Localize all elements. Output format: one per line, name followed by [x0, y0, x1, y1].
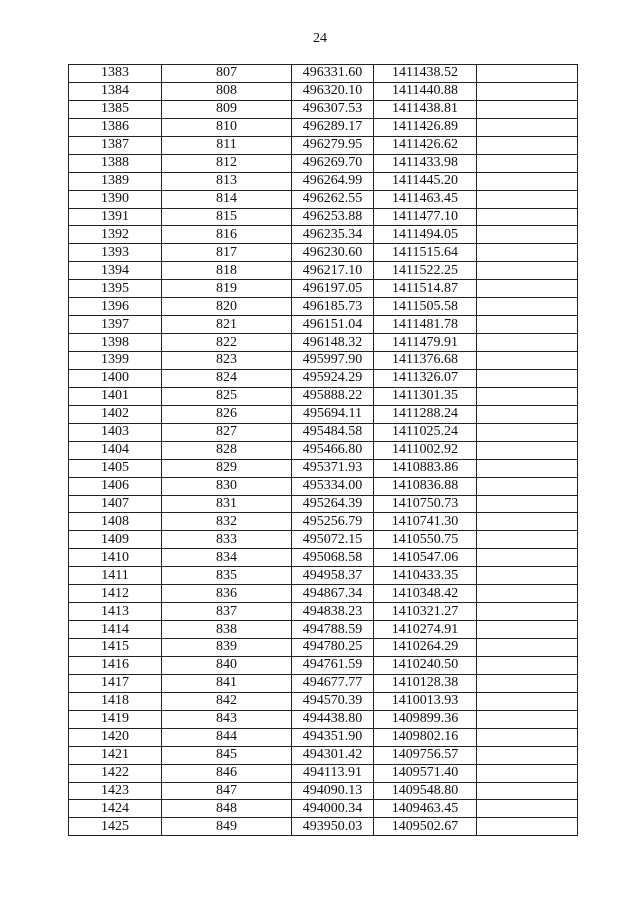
row-number-cell: 1424 [69, 800, 162, 818]
x-coordinate-cell: 494351.90 [292, 728, 374, 746]
empty-cell [477, 818, 578, 836]
table-row [69, 100, 578, 118]
row-number-cell: 1390 [69, 190, 162, 208]
row-number-cell: 1404 [69, 441, 162, 459]
table-row [69, 477, 578, 495]
point-number-cell: 843 [162, 710, 292, 728]
empty-cell [477, 172, 578, 190]
row-number-cell: 1400 [69, 369, 162, 387]
table-row [69, 118, 578, 136]
empty-cell [477, 639, 578, 657]
row-number-cell: 1417 [69, 674, 162, 692]
point-number-cell: 825 [162, 387, 292, 405]
point-number-cell: 816 [162, 226, 292, 244]
table-row [69, 531, 578, 549]
empty-cell [477, 136, 578, 154]
empty-cell [477, 190, 578, 208]
table-row [69, 710, 578, 728]
point-number-cell: 827 [162, 423, 292, 441]
row-number-cell: 1388 [69, 154, 162, 172]
x-coordinate-cell: 495888.22 [292, 387, 374, 405]
point-number-cell: 811 [162, 136, 292, 154]
row-number-cell: 1403 [69, 423, 162, 441]
y-coordinate-cell: 1409802.16 [374, 728, 477, 746]
table-row [69, 800, 578, 818]
point-number-cell: 848 [162, 800, 292, 818]
y-coordinate-cell: 1410348.42 [374, 585, 477, 603]
x-coordinate-cell: 496262.55 [292, 190, 374, 208]
table-row [69, 549, 578, 567]
y-coordinate-cell: 1409548.80 [374, 782, 477, 800]
x-coordinate-cell: 494780.25 [292, 639, 374, 657]
y-coordinate-cell: 1411477.10 [374, 208, 477, 226]
row-number-cell: 1394 [69, 262, 162, 280]
row-number-cell: 1396 [69, 298, 162, 316]
table-row [69, 656, 578, 674]
empty-cell [477, 692, 578, 710]
point-number-cell: 820 [162, 298, 292, 316]
row-number-cell: 1418 [69, 692, 162, 710]
point-number-cell: 846 [162, 764, 292, 782]
point-number-cell: 809 [162, 100, 292, 118]
y-coordinate-cell: 1410240.50 [374, 656, 477, 674]
empty-cell [477, 154, 578, 172]
empty-cell [477, 585, 578, 603]
point-number-cell: 844 [162, 728, 292, 746]
x-coordinate-cell: 494438.80 [292, 710, 374, 728]
x-coordinate-cell: 494867.34 [292, 585, 374, 603]
empty-cell [477, 262, 578, 280]
empty-cell [477, 567, 578, 585]
table-row [69, 334, 578, 352]
y-coordinate-cell: 1411326.07 [374, 369, 477, 387]
point-number-cell: 847 [162, 782, 292, 800]
empty-cell [477, 226, 578, 244]
y-coordinate-cell: 1411440.88 [374, 82, 477, 100]
x-coordinate-cell: 496307.53 [292, 100, 374, 118]
empty-cell [477, 674, 578, 692]
table-row [69, 621, 578, 639]
point-number-cell: 840 [162, 656, 292, 674]
row-number-cell: 1416 [69, 656, 162, 674]
x-coordinate-cell: 495371.93 [292, 459, 374, 477]
x-coordinate-cell: 494301.42 [292, 746, 374, 764]
row-number-cell: 1423 [69, 782, 162, 800]
x-coordinate-cell: 496269.70 [292, 154, 374, 172]
y-coordinate-cell: 1410883.86 [374, 459, 477, 477]
point-number-cell: 808 [162, 82, 292, 100]
empty-cell [477, 316, 578, 334]
y-coordinate-cell: 1411463.45 [374, 190, 477, 208]
empty-cell [477, 334, 578, 352]
x-coordinate-cell: 496148.32 [292, 334, 374, 352]
row-number-cell: 1389 [69, 172, 162, 190]
table-row [69, 280, 578, 298]
x-coordinate-cell: 493950.03 [292, 818, 374, 836]
empty-cell [477, 728, 578, 746]
empty-cell [477, 423, 578, 441]
table-row [69, 352, 578, 370]
y-coordinate-cell: 1411433.98 [374, 154, 477, 172]
point-number-cell: 834 [162, 549, 292, 567]
y-coordinate-cell: 1409463.45 [374, 800, 477, 818]
point-number-cell: 830 [162, 477, 292, 495]
row-number-cell: 1425 [69, 818, 162, 836]
point-number-cell: 839 [162, 639, 292, 657]
row-number-cell: 1386 [69, 118, 162, 136]
x-coordinate-cell: 495264.39 [292, 495, 374, 513]
point-number-cell: 838 [162, 621, 292, 639]
x-coordinate-cell: 495924.29 [292, 369, 374, 387]
point-number-cell: 829 [162, 459, 292, 477]
table-row [69, 639, 578, 657]
empty-cell [477, 405, 578, 423]
x-coordinate-cell: 495068.58 [292, 549, 374, 567]
x-coordinate-cell: 495072.15 [292, 531, 374, 549]
point-number-cell: 824 [162, 369, 292, 387]
table-row [69, 369, 578, 387]
empty-cell [477, 244, 578, 262]
y-coordinate-cell: 1411445.20 [374, 172, 477, 190]
row-number-cell: 1420 [69, 728, 162, 746]
y-coordinate-cell: 1411494.05 [374, 226, 477, 244]
x-coordinate-cell: 494113.91 [292, 764, 374, 782]
empty-cell [477, 459, 578, 477]
row-number-cell: 1408 [69, 513, 162, 531]
empty-cell [477, 656, 578, 674]
x-coordinate-cell: 494788.59 [292, 621, 374, 639]
row-number-cell: 1402 [69, 405, 162, 423]
empty-cell [477, 280, 578, 298]
empty-cell [477, 352, 578, 370]
table-row [69, 495, 578, 513]
y-coordinate-cell: 1411479.91 [374, 334, 477, 352]
table-row [69, 316, 578, 334]
x-coordinate-cell: 496320.10 [292, 82, 374, 100]
y-coordinate-cell: 1411514.87 [374, 280, 477, 298]
y-coordinate-cell: 1410550.75 [374, 531, 477, 549]
point-number-cell: 807 [162, 65, 292, 83]
x-coordinate-cell: 496235.34 [292, 226, 374, 244]
point-number-cell: 828 [162, 441, 292, 459]
table-row [69, 818, 578, 836]
y-coordinate-cell: 1411376.68 [374, 352, 477, 370]
x-coordinate-cell: 494761.59 [292, 656, 374, 674]
point-number-cell: 821 [162, 316, 292, 334]
row-number-cell: 1407 [69, 495, 162, 513]
empty-cell [477, 549, 578, 567]
table-row [69, 226, 578, 244]
y-coordinate-cell: 1411481.78 [374, 316, 477, 334]
row-number-cell: 1401 [69, 387, 162, 405]
table-row [69, 190, 578, 208]
point-number-cell: 835 [162, 567, 292, 585]
point-number-cell: 837 [162, 603, 292, 621]
x-coordinate-cell: 494958.37 [292, 567, 374, 585]
empty-cell [477, 746, 578, 764]
empty-cell [477, 495, 578, 513]
point-number-cell: 814 [162, 190, 292, 208]
point-number-cell: 832 [162, 513, 292, 531]
table-row [69, 136, 578, 154]
point-number-cell: 813 [162, 172, 292, 190]
table-row [69, 172, 578, 190]
x-coordinate-cell: 496289.17 [292, 118, 374, 136]
table-row [69, 82, 578, 100]
row-number-cell: 1383 [69, 65, 162, 83]
point-number-cell: 810 [162, 118, 292, 136]
y-coordinate-cell: 1411025.24 [374, 423, 477, 441]
point-number-cell: 815 [162, 208, 292, 226]
y-coordinate-cell: 1409756.57 [374, 746, 477, 764]
coordinates-table-body [69, 65, 578, 836]
point-number-cell: 819 [162, 280, 292, 298]
row-number-cell: 1387 [69, 136, 162, 154]
y-coordinate-cell: 1410836.88 [374, 477, 477, 495]
page-number: 24 [313, 31, 327, 46]
point-number-cell: 826 [162, 405, 292, 423]
point-number-cell: 817 [162, 244, 292, 262]
point-number-cell: 841 [162, 674, 292, 692]
empty-cell [477, 369, 578, 387]
y-coordinate-cell: 1411438.52 [374, 65, 477, 83]
table-row [69, 387, 578, 405]
table-row [69, 603, 578, 621]
y-coordinate-cell: 1410128.38 [374, 674, 477, 692]
empty-cell [477, 298, 578, 316]
empty-cell [477, 513, 578, 531]
empty-cell [477, 800, 578, 818]
y-coordinate-cell: 1410321.27 [374, 603, 477, 621]
empty-cell [477, 387, 578, 405]
y-coordinate-cell: 1411515.64 [374, 244, 477, 262]
x-coordinate-cell: 496279.95 [292, 136, 374, 154]
empty-cell [477, 782, 578, 800]
x-coordinate-cell: 496331.60 [292, 65, 374, 83]
point-number-cell: 822 [162, 334, 292, 352]
y-coordinate-cell: 1410013.93 [374, 692, 477, 710]
x-coordinate-cell: 494090.13 [292, 782, 374, 800]
y-coordinate-cell: 1411301.35 [374, 387, 477, 405]
x-coordinate-cell: 495466.80 [292, 441, 374, 459]
x-coordinate-cell: 494677.77 [292, 674, 374, 692]
y-coordinate-cell: 1411426.89 [374, 118, 477, 136]
x-coordinate-cell: 494570.39 [292, 692, 374, 710]
row-number-cell: 1393 [69, 244, 162, 262]
row-number-cell: 1395 [69, 280, 162, 298]
x-coordinate-cell: 495484.58 [292, 423, 374, 441]
empty-cell [477, 710, 578, 728]
y-coordinate-cell: 1411438.81 [374, 100, 477, 118]
point-number-cell: 812 [162, 154, 292, 172]
row-number-cell: 1391 [69, 208, 162, 226]
row-number-cell: 1392 [69, 226, 162, 244]
x-coordinate-cell: 496217.10 [292, 262, 374, 280]
empty-cell [477, 764, 578, 782]
table-row [69, 746, 578, 764]
table-row [69, 513, 578, 531]
x-coordinate-cell: 496185.73 [292, 298, 374, 316]
row-number-cell: 1410 [69, 549, 162, 567]
x-coordinate-cell: 495334.00 [292, 477, 374, 495]
table-row [69, 423, 578, 441]
y-coordinate-cell: 1409571.40 [374, 764, 477, 782]
empty-cell [477, 603, 578, 621]
point-number-cell: 833 [162, 531, 292, 549]
x-coordinate-cell: 494000.34 [292, 800, 374, 818]
row-number-cell: 1406 [69, 477, 162, 495]
row-number-cell: 1419 [69, 710, 162, 728]
point-number-cell: 823 [162, 352, 292, 370]
table-row [69, 459, 578, 477]
table-row [69, 567, 578, 585]
table-row [69, 692, 578, 710]
empty-cell [477, 82, 578, 100]
point-number-cell: 831 [162, 495, 292, 513]
empty-cell [477, 118, 578, 136]
y-coordinate-cell: 1410547.06 [374, 549, 477, 567]
table-row [69, 65, 578, 83]
table-row [69, 674, 578, 692]
y-coordinate-cell: 1410274.91 [374, 621, 477, 639]
row-number-cell: 1415 [69, 639, 162, 657]
table-row [69, 585, 578, 603]
table-row [69, 441, 578, 459]
x-coordinate-cell: 495256.79 [292, 513, 374, 531]
y-coordinate-cell: 1410433.35 [374, 567, 477, 585]
y-coordinate-cell: 1411426.62 [374, 136, 477, 154]
x-coordinate-cell: 494838.23 [292, 603, 374, 621]
table-row [69, 782, 578, 800]
x-coordinate-cell: 496230.60 [292, 244, 374, 262]
point-number-cell: 818 [162, 262, 292, 280]
point-number-cell: 836 [162, 585, 292, 603]
x-coordinate-cell: 496151.04 [292, 316, 374, 334]
empty-cell [477, 100, 578, 118]
y-coordinate-cell: 1409502.67 [374, 818, 477, 836]
table-row [69, 764, 578, 782]
y-coordinate-cell: 1411522.25 [374, 262, 477, 280]
x-coordinate-cell: 496197.05 [292, 280, 374, 298]
row-number-cell: 1397 [69, 316, 162, 334]
row-number-cell: 1405 [69, 459, 162, 477]
row-number-cell: 1412 [69, 585, 162, 603]
table-row [69, 728, 578, 746]
x-coordinate-cell: 496253.88 [292, 208, 374, 226]
y-coordinate-cell: 1409899.36 [374, 710, 477, 728]
y-coordinate-cell: 1410750.73 [374, 495, 477, 513]
y-coordinate-cell: 1411002.92 [374, 441, 477, 459]
y-coordinate-cell: 1410741.30 [374, 513, 477, 531]
y-coordinate-cell: 1411288.24 [374, 405, 477, 423]
empty-cell [477, 65, 578, 83]
empty-cell [477, 621, 578, 639]
table-row [69, 208, 578, 226]
row-number-cell: 1385 [69, 100, 162, 118]
point-number-cell: 842 [162, 692, 292, 710]
y-coordinate-cell: 1410264.29 [374, 639, 477, 657]
x-coordinate-cell: 495694.11 [292, 405, 374, 423]
table-row [69, 298, 578, 316]
table-row [69, 405, 578, 423]
empty-cell [477, 441, 578, 459]
row-number-cell: 1399 [69, 352, 162, 370]
empty-cell [477, 477, 578, 495]
x-coordinate-cell: 495997.90 [292, 352, 374, 370]
row-number-cell: 1384 [69, 82, 162, 100]
empty-cell [477, 531, 578, 549]
y-coordinate-cell: 1411505.58 [374, 298, 477, 316]
row-number-cell: 1413 [69, 603, 162, 621]
point-number-cell: 849 [162, 818, 292, 836]
x-coordinate-cell: 496264.99 [292, 172, 374, 190]
empty-cell [477, 208, 578, 226]
row-number-cell: 1398 [69, 334, 162, 352]
row-number-cell: 1422 [69, 764, 162, 782]
row-number-cell: 1409 [69, 531, 162, 549]
row-number-cell: 1411 [69, 567, 162, 585]
row-number-cell: 1421 [69, 746, 162, 764]
table-row [69, 154, 578, 172]
row-number-cell: 1414 [69, 621, 162, 639]
coordinates-table [68, 64, 578, 836]
table-row [69, 262, 578, 280]
point-number-cell: 845 [162, 746, 292, 764]
table-row [69, 244, 578, 262]
